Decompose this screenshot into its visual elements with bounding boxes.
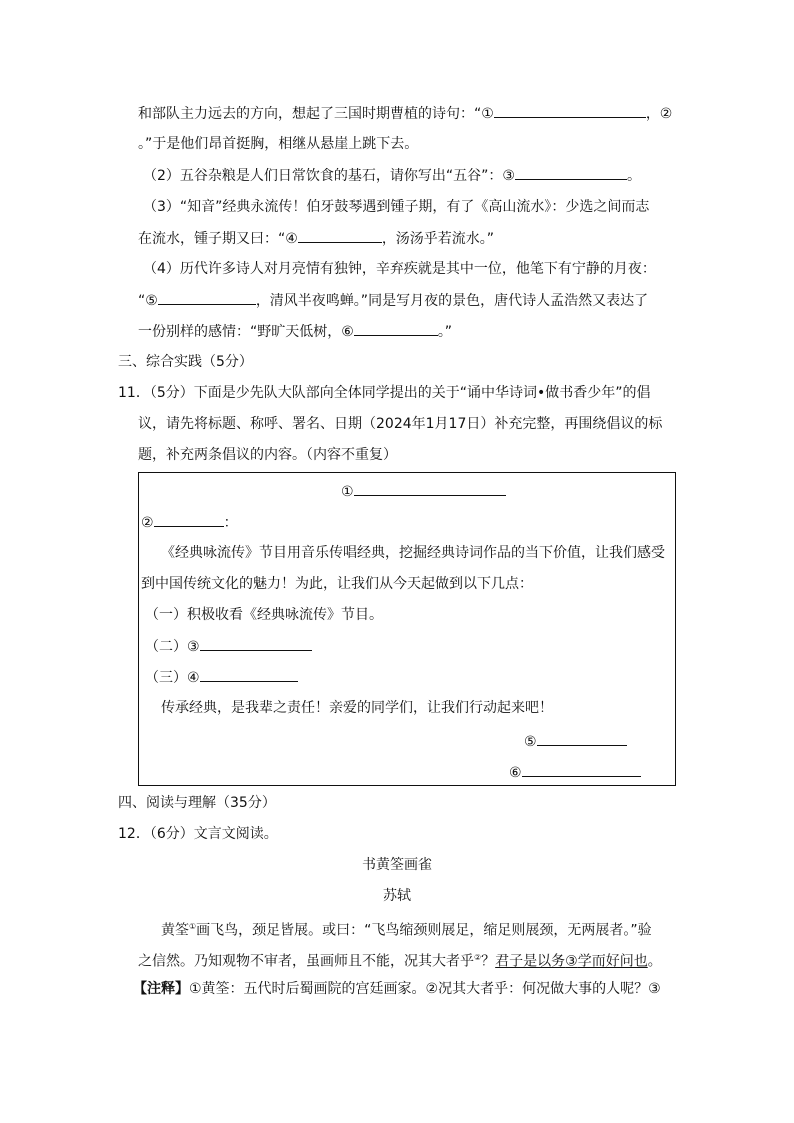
q10-part-4-line-2: “⑤ ，清风半夜鸣蝉。”同是写月夜的景色，唐代诗人孟浩然又表达了 xyxy=(138,290,648,311)
section-3-heading: 三、综合实践（5分） xyxy=(118,354,253,370)
blank-1[interactable] xyxy=(494,103,646,118)
proposal-body-line-2: 到中国传统文化的魅力！为此，让我们从今天起做到以下几点： xyxy=(141,576,533,592)
salutation-blank[interactable] xyxy=(154,512,224,527)
proposal-item-2: （二）③ xyxy=(145,636,312,657)
proposal-closing: 传承经典，是我辈之责任！亲爱的同学们，让我们行动起来吧！ xyxy=(161,700,553,716)
passage-line-1: 黄筌①画飞鸟，颈足皆展。或曰：“飞鸟缩颈则展足，缩足则展颈，无两展者。”验 xyxy=(161,922,652,939)
q11-line-3: 题，补充两条倡议的内容。（内容不重复） xyxy=(138,447,397,463)
q10-part-2: （2）五谷杂粮是人们日常饮食的基石，请你写出“五谷”：③ 。 xyxy=(143,165,641,186)
passage-author: 苏轼 xyxy=(383,888,411,904)
title-blank[interactable] xyxy=(354,481,506,496)
proposal-item-1: （一）积极收看《经典咏流传》节目。 xyxy=(145,607,383,623)
passage-notes: 【注释】①黄筌：五代时后蜀画院的宫廷画家。②况其大者乎：何况做大事的人呢？③ xyxy=(133,981,661,997)
q11-line-2: 议，请先将标题、称呼、署名、日期（2024年1月17日）补充完整，再围绕倡议的标 xyxy=(138,416,663,432)
q10-part-4-line-1: （4）历代许多诗人对月亮情有独钟，辛弃疾就是其中一位，他笔下有宁静的月夜： xyxy=(143,261,656,277)
q10-line-2: 。”于是他们昂首挺胸，相继从悬崖上跳下去。 xyxy=(138,136,419,152)
q10-part-3-line-1: （3）“知音”经典永流传！伯牙鼓琴遇到锺子期，有了《高山流水》：少选之间而志 xyxy=(143,199,650,215)
proposal-title: ① xyxy=(341,481,506,502)
blank-3[interactable] xyxy=(515,165,627,180)
blank-4[interactable] xyxy=(298,228,382,243)
proposal-item-3: （三）④ xyxy=(145,667,298,688)
blank-6[interactable] xyxy=(354,321,438,336)
q12-intro: 12．（6分）文言文阅读。 xyxy=(118,826,278,842)
proposal-salutation: ② ： xyxy=(141,512,238,533)
blank-5[interactable] xyxy=(158,290,256,305)
passage-title: 书黄筌画雀 xyxy=(362,857,432,873)
proposal-body-line-1: 《经典咏流传》节目用音乐传唱经典，挖掘经典诗词作品的当下价值，让我们感受 xyxy=(161,545,665,561)
item-3-blank[interactable] xyxy=(200,667,298,682)
item-2-blank[interactable] xyxy=(200,636,312,651)
signature-blank[interactable] xyxy=(537,731,627,746)
q10-part-3-line-2: 在流水，锺子期又曰：“④ ，汤汤乎若流水。” xyxy=(138,228,494,249)
passage-line-2: 之信然。乃知观物不审者，虽画师且不能，况其大者乎②？君子是以务③学而好问也。 xyxy=(138,953,662,970)
q11-line-1: 11．（5分）下面是少先队大队部向全体同学提出的关于“诵中华诗词•做书香少年”的倡 xyxy=(118,385,651,401)
date-blank[interactable] xyxy=(522,762,641,777)
q10-line-1: 和部队主力远去的方向，想起了三国时期曹植的诗句：“① ，② xyxy=(138,103,672,124)
section-4-heading: 四、阅读与理解（35分） xyxy=(118,795,276,811)
proposal-signature: ⑤ xyxy=(524,731,627,752)
proposal-date: ⑥ xyxy=(509,762,641,783)
q10-part-4-line-3: 一份别样的感情：“野旷天低树，⑥ 。” xyxy=(138,321,452,342)
